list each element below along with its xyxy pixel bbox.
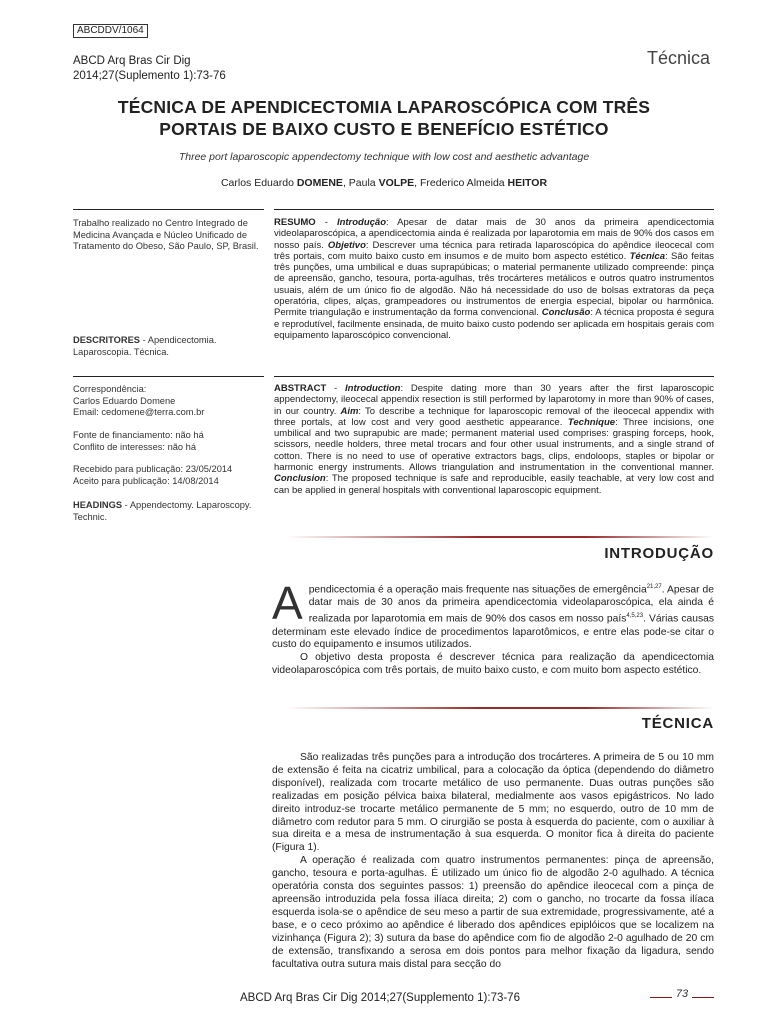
intro-paragraph-2: O objetivo desta proposta é descrever técnica para realização da apendicectomia videolaparoscópica com três portais, de muito baixo custo, e com muito bom aspecto estético. bbox=[272, 652, 714, 677]
left-column-rule bbox=[73, 376, 264, 377]
intro-heading: INTRODUÇÃO bbox=[604, 545, 714, 562]
journal-volume: 2014;27(Suplemento 1):73-76 bbox=[73, 70, 226, 82]
funding-note: Fonte de financiamento: não há bbox=[73, 430, 204, 440]
author-given: Paula bbox=[348, 177, 376, 189]
section-divider bbox=[286, 536, 714, 538]
descritores-label: DESCRITORES bbox=[73, 335, 140, 345]
disclosures bbox=[73, 430, 263, 453]
abstract-rule bbox=[274, 376, 714, 377]
resumo: RESUMO - Introdução: Apesar de datar mais de 30 anos da primeira apendicectomia videolaparoscópica, a apendicectomia ainda é realizada por laparotomia em mais de 90% dos casos em nosso país. Objetivo: Descrever uma técnica para retirada laparoscópica do apêndice ileocecal com três portais, com muito baixo custo em insumos e de muito bom aspecto estético. Técnica: São feitas três punções, uma umbilical e duas suprapúbicas; o material permanente utilizado compreende: pinça de apreensão, gancho, tesoura, porta-agulhas, três trocárteres metálicos e outros quatro instrumentos usuais, além de um único fio de algodão. Não há necessidade do uso de bolsas extratoras da peça operatória, clipes, alças, grampeadores ou instrumentos de energia especial, bipolar ou harmônica. Permite triangulação e instrumentação da forma convencional. Conclusão: A técnica proposta é segura e reprodutível, facilmente ensinada, de muito baixo custo podendo ser aplicada em hospitais gerais com equipamento laparoscópico convencional. bbox=[274, 217, 714, 341]
author-surname: DOMENE bbox=[296, 177, 343, 189]
technique-paragraph-1: São realizadas três punções para a introdução dos trocárteres. A primeira de 5 ou 10 mm de extensão é feita na cicatriz umbilical, para a colocação da óptica (dependendo do diâmetro disponível), realizada com trocarte metálico de uso permanente. Duas outras punções são realizadas em posição pélvica baixa bilateral, medialmente aos vasos epigástricos. No lado direito introduz-se trocarte metálico permanente de 5 mm; no esquerdo, outro de 10 mm de diâmetro com redutor para 5 mm. O cirurgião se posta à esquerda do paciente, com o auxiliar à sua direita e a mesa de instrumentação à sua esquerda. O monitor fica à direita do paciente (Figura 1). bbox=[272, 752, 714, 854]
article-title bbox=[80, 96, 688, 140]
section-divider bbox=[286, 707, 714, 709]
abstract-rule bbox=[274, 209, 714, 210]
headings-text: - Appendectomy. Laparoscopy. Technic. bbox=[73, 500, 252, 522]
left-column-rule bbox=[73, 209, 264, 210]
technique-paragraph-2: A operação é realizada com quatro instrumentos permanentes: pinça de apreensão, gancho, tesoura e porta-agulhas. É utilizado um único fio de algodão 2-0 agulhado. A técnica operatória consta dos seguintes passos: 1) preensão do apêndice ileocecal com a pinça de apreensão introduzida pela fossa ilíaca direita; 2) com o gancho, no trocarte da fossa ilíaca esquerda isola-se o apêndice de seu meso a partir de sua extremidade, progressivamente, até a base, e o ceco próximo ao apêndice é liberado dos apêndices epiplóicos que se localizem na vizinhança (Figura 2); 3) sutura da base do apêndice com fio de algodão 2-0 agulhado de 20 cm de extensão, transfixando a serosa em dois pontos para melhor fixação da ligadura, sendo facultativa outra sutura mais distal para secção do bbox=[272, 855, 714, 970]
abstract: ABSTRACT - Introduction: Despite dating more than 30 years after the first laparoscopic appendectomy, ileocecal appendix resection is still performed by laparotomy in more than 90% of cases, in our country. Aim: To describe a technique for laparoscopic removal of the ileocecal appendix with three portals, at low cost and very good aesthetic appearance. Technique: Three incisions, one umbilical and two suprapubic are made; permanent material used comprises: grasping forceps, hook, scissors, needle holders, three metal trocars and four other usual instruments, and a single strand of cotton. There is no need to use of operative extractors bags, clips, endoloops, staples or bipolar or harmonic energy instruments. Allows triangulation and instrumentation in the conventional manner. Conclusion: The proposed technique is safe and reproducible, easily teachable, at very low cost and can be applied in general hospitals with conventional laparoscopic equipment. bbox=[274, 383, 715, 496]
author-list: Carlos Eduardo DOMENE, Paula VOLPE, Frederico Almeida HEITOR bbox=[220, 177, 548, 189]
headings-label: HEADINGS bbox=[73, 500, 123, 510]
footer-citation: ABCD Arq Bras Cir Dig 2014;27(Supplemento 1):73-76 bbox=[240, 992, 520, 1004]
journal-name: ABCD Arq Bras Cir Dig bbox=[73, 55, 191, 67]
technique-heading: TÉCNICA bbox=[641, 715, 714, 732]
author-given: Frederico Almeida bbox=[420, 177, 505, 189]
title-line-1: TÉCNICA DE APENDICECTOMIA LAPAROSCÓPICA COM TRÊS bbox=[117, 97, 651, 117]
drop-cap: A bbox=[272, 577, 303, 629]
author-surname: HEITOR bbox=[507, 177, 548, 189]
author-surname: VOLPE bbox=[378, 177, 415, 189]
journal-citation bbox=[73, 54, 226, 84]
institution-note: Trabalho realizado no Centro Integrado de Medicina Avançada e Núcleo Unificado de Tratamento do Obeso, São Paulo, SP, Brasil. bbox=[73, 218, 259, 251]
intro-body bbox=[272, 577, 714, 678]
resumo-label: RESUMO bbox=[274, 217, 316, 228]
abstract-label: ABSTRACT bbox=[274, 383, 327, 394]
page-number: 73 bbox=[650, 988, 714, 1004]
correspondence-email: Email: cedomene@terra.com.br bbox=[73, 407, 205, 417]
descritores-text: - Apendicectomia. Laparoscopia. Técnica. bbox=[73, 335, 217, 357]
correspondence-block bbox=[73, 384, 263, 419]
descritores bbox=[73, 335, 263, 358]
section-label: Técnica bbox=[646, 48, 710, 68]
english-title: Three port laparoscopic appendectomy technique with low cost and aesthetic advantage bbox=[178, 151, 590, 163]
author-given: Carlos Eduardo bbox=[220, 177, 294, 189]
headings-keywords bbox=[73, 500, 263, 523]
title-line-2: PORTAIS DE BAIXO CUSTO E BENEFÍCIO ESTÉTICO bbox=[159, 119, 609, 139]
received-date: Recebido para publicação: 23/05/2014 bbox=[73, 464, 233, 474]
dates-block bbox=[73, 464, 263, 487]
correspondence-label: Correspondência: bbox=[73, 384, 147, 394]
article-code: ABCDDV/1064 bbox=[73, 24, 148, 38]
correspondence-name: Carlos Eduardo Domene bbox=[73, 395, 176, 406]
accepted-date: Aceito para publicação: 14/08/2014 bbox=[73, 475, 219, 486]
intro-paragraph-1: Apendicectomia é a operação mais frequente nas situações de emergência$^{21,27}$. Apesar de datar mais de 30 anos da primeira apendicectomia videolaparoscópica, ela ainda é realizada por laparotomia em mais de 90% dos casos em nosso país$^{4,5,23}$. Várias causas determinam este elevado índice de procedimentos laparotômicos, e entre elas pode-se citar o custo do equipamento e insumos utilizados. bbox=[272, 577, 714, 651]
conflict-note: Conflito de interesses: não há bbox=[73, 441, 197, 452]
technique-body bbox=[272, 752, 714, 971]
